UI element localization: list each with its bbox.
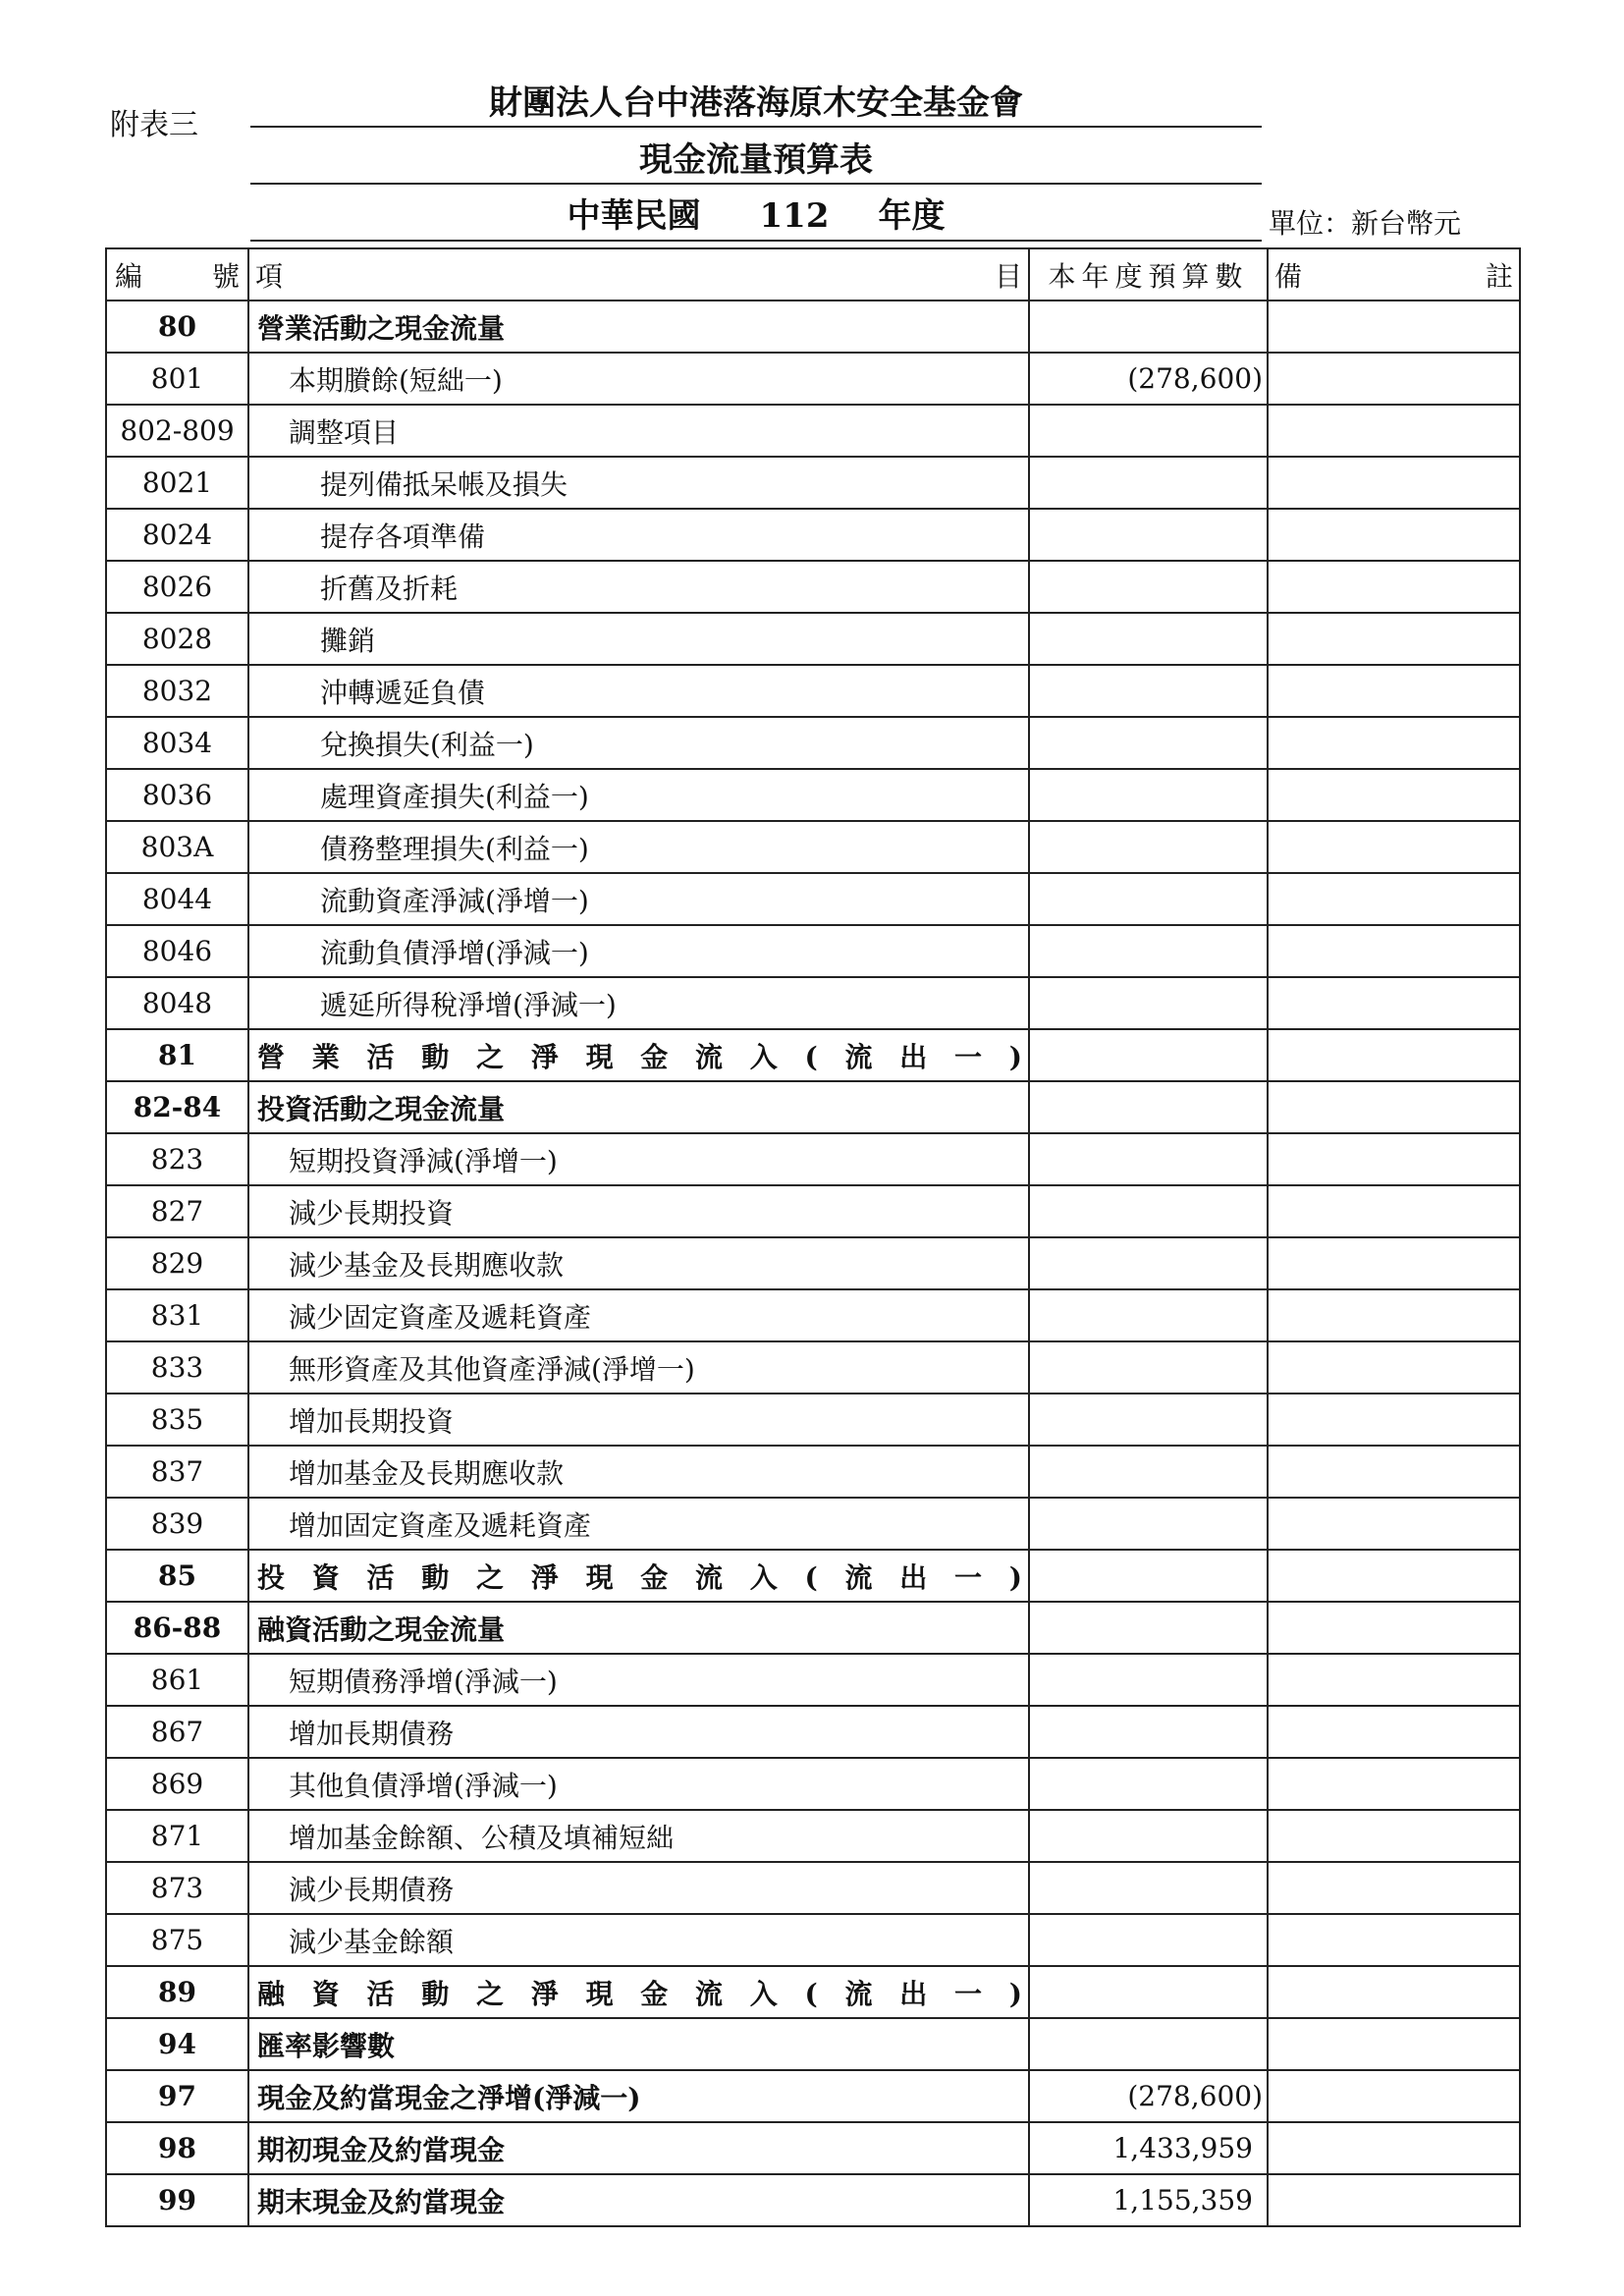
row-code: 8021 (106, 457, 248, 509)
row-note (1268, 1446, 1520, 1498)
row-item: 遞延所得稅淨增(淨減一) (248, 977, 1029, 1029)
row-budget-amount (1029, 509, 1268, 561)
row-item: 投資活動之現金流量 (248, 1081, 1029, 1133)
era-label: 中華民國 (567, 196, 701, 236)
fiscal-year-line (250, 192, 1262, 242)
row-budget-amount: (278,600) (1029, 353, 1268, 405)
row-budget-amount (1029, 457, 1268, 509)
row-budget-amount (1029, 1758, 1268, 1810)
row-item: 無形資產及其他資產淨減(淨增一) (248, 1341, 1029, 1394)
row-budget-amount (1029, 769, 1268, 821)
row-item: 營業活動之現金流量 (248, 301, 1029, 353)
row-note (1268, 1498, 1520, 1550)
row-item: 營業活動之淨現金流入(流出一) (248, 1029, 1029, 1081)
row-item: 減少長期債務 (248, 1862, 1029, 1914)
table-row (106, 925, 1520, 977)
row-note (1268, 1341, 1520, 1394)
row-budget-amount: (278,600) (1029, 2070, 1268, 2122)
row-note (1268, 1133, 1520, 1185)
table-row (106, 1394, 1520, 1446)
row-code: 80 (106, 301, 248, 353)
attachment-label: 附表三 (110, 108, 198, 142)
row-budget-amount (1029, 977, 1268, 1029)
row-note (1268, 1185, 1520, 1237)
row-note (1268, 561, 1520, 613)
row-item: 減少基金及長期應收款 (248, 1237, 1029, 1289)
row-budget-amount (1029, 873, 1268, 925)
table-row (106, 873, 1520, 925)
row-item: 增加固定資產及遞耗資產 (248, 1498, 1029, 1550)
row-code: 8046 (106, 925, 248, 977)
table-row (106, 1081, 1520, 1133)
row-code: 823 (106, 1133, 248, 1185)
year-number: 112 (759, 196, 830, 236)
table-header-row (106, 248, 1520, 301)
row-budget-amount (1029, 821, 1268, 873)
row-item: 流動資產淨減(淨增一) (248, 873, 1029, 925)
row-code: 837 (106, 1446, 248, 1498)
row-note (1268, 1029, 1520, 1081)
table-row (106, 1758, 1520, 1810)
table-row (106, 1029, 1520, 1081)
row-note (1268, 457, 1520, 509)
row-note (1268, 1706, 1520, 1758)
row-code: 8026 (106, 561, 248, 613)
table-row (106, 1133, 1520, 1185)
table-row (106, 1914, 1520, 1966)
row-code: 8024 (106, 509, 248, 561)
row-note (1268, 1758, 1520, 1810)
row-code: 803A (106, 821, 248, 873)
row-item: 其他負債淨增(淨減一) (248, 1758, 1029, 1810)
row-note (1268, 301, 1520, 353)
report-title: 現金流量預算表 (250, 137, 1262, 185)
row-budget-amount (1029, 1862, 1268, 1914)
row-budget-amount (1029, 1185, 1268, 1237)
table-row (106, 1185, 1520, 1237)
row-note (1268, 353, 1520, 405)
row-note (1268, 1810, 1520, 1862)
row-item: 短期債務淨增(淨減一) (248, 1654, 1029, 1706)
table-row (106, 2070, 1520, 2122)
row-note (1268, 1966, 1520, 2018)
row-item: 融資活動之淨現金流入(流出一) (248, 1966, 1029, 2018)
row-note (1268, 2070, 1520, 2122)
row-code: 833 (106, 1341, 248, 1394)
row-code: 85 (106, 1550, 248, 1602)
row-code: 869 (106, 1758, 248, 1810)
row-item: 增加長期投資 (248, 1394, 1029, 1446)
row-budget-amount (1029, 1341, 1268, 1394)
row-code: 81 (106, 1029, 248, 1081)
table-row (106, 665, 1520, 717)
row-item: 本期賸餘(短絀一) (248, 353, 1029, 405)
table-row (106, 1289, 1520, 1341)
row-budget-amount (1029, 301, 1268, 353)
row-code: 8028 (106, 613, 248, 665)
row-budget-amount (1029, 925, 1268, 977)
row-code: 873 (106, 1862, 248, 1914)
table-row (106, 2018, 1520, 2070)
row-note (1268, 1237, 1520, 1289)
row-code: 802-809 (106, 405, 248, 457)
row-item: 提列備抵呆帳及損失 (248, 457, 1029, 509)
row-code: 827 (106, 1185, 248, 1237)
table-row (106, 405, 1520, 457)
row-code: 8044 (106, 873, 248, 925)
row-note (1268, 405, 1520, 457)
row-note (1268, 2174, 1520, 2226)
row-item: 調整項目 (248, 405, 1029, 457)
row-note (1268, 2122, 1520, 2174)
table-row (106, 1706, 1520, 1758)
row-item: 債務整理損失(利益一) (248, 821, 1029, 873)
table-row (106, 561, 1520, 613)
row-code: 8036 (106, 769, 248, 821)
row-note (1268, 613, 1520, 665)
row-code: 82-84 (106, 1081, 248, 1133)
row-note (1268, 665, 1520, 717)
table-row (106, 1550, 1520, 1602)
row-item: 折舊及折耗 (248, 561, 1029, 613)
table-row (106, 1341, 1520, 1394)
table-row (106, 1446, 1520, 1498)
row-code: 8048 (106, 977, 248, 1029)
row-code: 801 (106, 353, 248, 405)
year-suffix: 年度 (878, 196, 946, 236)
row-code: 98 (106, 2122, 248, 2174)
table-row (106, 2122, 1520, 2174)
row-note (1268, 1550, 1520, 1602)
row-code: 97 (106, 2070, 248, 2122)
row-item: 融資活動之現金流量 (248, 1602, 1029, 1654)
row-note (1268, 977, 1520, 1029)
row-note (1268, 821, 1520, 873)
row-code: 99 (106, 2174, 248, 2226)
table-row (106, 977, 1520, 1029)
header-code: 編 號 (106, 248, 248, 301)
row-item: 期初現金及約當現金 (248, 2122, 1029, 2174)
row-budget-amount: 1,433,959 (1029, 2122, 1268, 2174)
row-item: 提存各項準備 (248, 509, 1029, 561)
table-row (106, 301, 1520, 353)
row-note (1268, 1289, 1520, 1341)
table-row (106, 1966, 1520, 2018)
table-row (106, 1862, 1520, 1914)
table-row (106, 1498, 1520, 1550)
header-item: 項 目 (248, 248, 1029, 301)
row-budget-amount (1029, 1498, 1268, 1550)
row-budget-amount (1029, 1394, 1268, 1446)
row-note (1268, 2018, 1520, 2070)
row-item: 投資活動之淨現金流入(流出一) (248, 1550, 1029, 1602)
row-budget-amount (1029, 1966, 1268, 2018)
row-code: 831 (106, 1289, 248, 1341)
row-item: 匯率影響數 (248, 2018, 1029, 2070)
row-code: 861 (106, 1654, 248, 1706)
row-code: 94 (106, 2018, 248, 2070)
row-item: 短期投資淨減(淨增一) (248, 1133, 1029, 1185)
row-code: 839 (106, 1498, 248, 1550)
row-budget-amount (1029, 613, 1268, 665)
row-note (1268, 873, 1520, 925)
row-code: 829 (106, 1237, 248, 1289)
row-item: 流動負債淨增(淨減一) (248, 925, 1029, 977)
row-budget-amount (1029, 1706, 1268, 1758)
row-code: 86-88 (106, 1602, 248, 1654)
row-note (1268, 717, 1520, 769)
row-budget-amount (1029, 1602, 1268, 1654)
row-budget-amount (1029, 1550, 1268, 1602)
row-note (1268, 925, 1520, 977)
row-code: 871 (106, 1810, 248, 1862)
row-code: 89 (106, 1966, 248, 2018)
table-row (106, 821, 1520, 873)
row-budget-amount (1029, 561, 1268, 613)
header-note: 備 註 (1268, 248, 1520, 301)
table-row (106, 1810, 1520, 1862)
row-code: 8034 (106, 717, 248, 769)
row-note (1268, 1914, 1520, 1966)
table-row (106, 509, 1520, 561)
row-item: 兌換損失(利益一) (248, 717, 1029, 769)
row-budget-amount: 1,155,359 (1029, 2174, 1268, 2226)
row-item: 現金及約當現金之淨增(淨減一) (248, 2070, 1029, 2122)
table-row (106, 2174, 1520, 2226)
row-item: 處理資產損失(利益一) (248, 769, 1029, 821)
cash-flow-table (105, 247, 1521, 2227)
table-row (106, 457, 1520, 509)
table-row (106, 613, 1520, 665)
table-row (106, 353, 1520, 405)
row-note (1268, 1394, 1520, 1446)
row-budget-amount (1029, 1237, 1268, 1289)
row-budget-amount (1029, 1446, 1268, 1498)
table-row (106, 769, 1520, 821)
table-row (106, 1602, 1520, 1654)
row-note (1268, 509, 1520, 561)
row-note (1268, 1602, 1520, 1654)
row-item: 攤銷 (248, 613, 1029, 665)
row-budget-amount (1029, 665, 1268, 717)
row-budget-amount (1029, 2018, 1268, 2070)
row-item: 增加基金餘額、公積及填補短絀 (248, 1810, 1029, 1862)
row-item: 減少長期投資 (248, 1185, 1029, 1237)
row-item: 增加基金及長期應收款 (248, 1446, 1029, 1498)
row-code: 875 (106, 1914, 248, 1966)
row-item: 減少固定資產及遞耗資產 (248, 1289, 1029, 1341)
row-item: 期末現金及約當現金 (248, 2174, 1029, 2226)
row-item: 增加長期債務 (248, 1706, 1029, 1758)
row-budget-amount (1029, 1654, 1268, 1706)
table-row (106, 1237, 1520, 1289)
currency-unit: 單位：新台幣元 (1269, 207, 1462, 240)
table-row (106, 717, 1520, 769)
row-budget-amount (1029, 1914, 1268, 1966)
row-budget-amount (1029, 1081, 1268, 1133)
row-code: 867 (106, 1706, 248, 1758)
row-note (1268, 1654, 1520, 1706)
row-budget-amount (1029, 1810, 1268, 1862)
row-note (1268, 1081, 1520, 1133)
row-budget-amount (1029, 405, 1268, 457)
row-code: 835 (106, 1394, 248, 1446)
row-item: 沖轉遞延負債 (248, 665, 1029, 717)
row-budget-amount (1029, 1133, 1268, 1185)
row-budget-amount (1029, 717, 1268, 769)
row-note (1268, 1862, 1520, 1914)
row-budget-amount (1029, 1029, 1268, 1081)
row-item: 減少基金餘額 (248, 1914, 1029, 1966)
org-name: 財團法人台中港落海原木安全基金會 (250, 81, 1262, 128)
row-budget-amount (1029, 1289, 1268, 1341)
row-code: 8032 (106, 665, 248, 717)
table-row (106, 1654, 1520, 1706)
row-note (1268, 769, 1520, 821)
header-budget: 本年度預算數 (1029, 248, 1268, 301)
